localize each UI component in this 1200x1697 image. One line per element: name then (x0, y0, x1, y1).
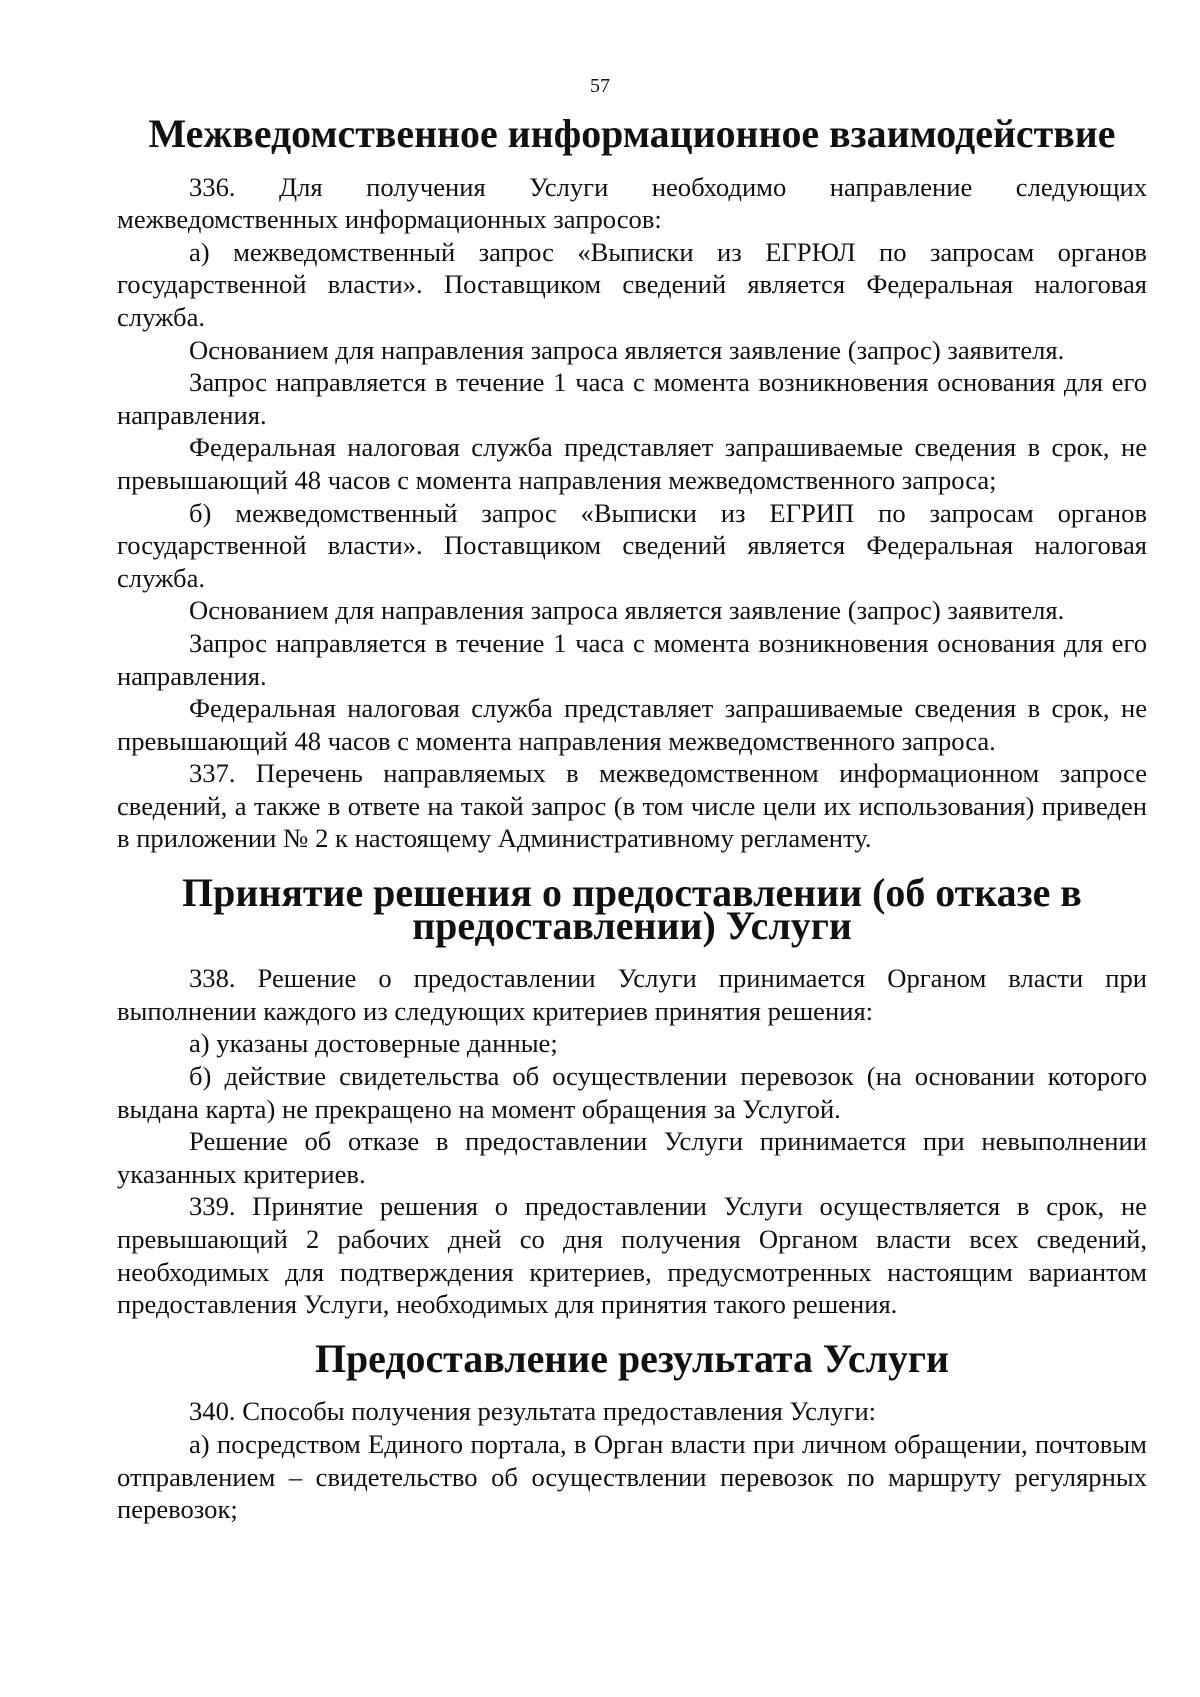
section-heading: Межведомственное информационное взаимодействие (148, 111, 1116, 156)
paragraph: Запрос направляется в течение 1 часа с момента возникновения основания для его направления. (117, 627, 1147, 691)
document-body (117, 111, 1147, 1526)
paragraph: 338. Решение о предоставлении Услуги принимается Органом власти при выполнении каждого из следующих критериев принятия решения: (117, 963, 1147, 1026)
paragraph: Основанием для направления запроса является заявление (запрос) заявителя. (189, 595, 1065, 626)
section-decision (117, 870, 1147, 1321)
paragraph: 336. Для получения Услуги необходимо направление следующих межведомственных информационных запросов: (117, 171, 1147, 235)
paragraph: а) указаны достоверные данные; (189, 1028, 558, 1059)
section-interagency-interaction (117, 111, 1147, 855)
section-heading: Предоставление результата Услуги (314, 1335, 950, 1381)
paragraph: б) межведомственный запрос «Выписки из ЕГРИП по запросам органов государственной власти». Поставщиком сведений является Федеральная налоговая служба. (117, 497, 1147, 593)
paragraph: Запрос направляется в течение 1 часа с момента возникновения основания для его направления. (117, 367, 1147, 430)
paragraph: Основанием для направления запроса является заявление (запрос) заявителя. (189, 334, 1065, 365)
paragraph: а) посредством Единого портала, в Орган власти при личном обращении, почтовым отправлением – свидетельство об осуществлении перевозок по маршруту регулярных перевозок; (117, 1428, 1147, 1525)
paragraph: 340. Способы получения результата предоставления Услуги: (189, 1396, 877, 1427)
paragraph: 337. Перечень направляемых в межведомственном информационном запросе сведений, а также в ответе на такой запрос (в том числе цели их использования) приведен в приложении № 2 к настоящему Административному регламенту. (117, 758, 1147, 854)
paragraph: Федеральная налоговая служба представляет запрашиваемые сведения в срок, не превышающий 48 часов с момента направления межведомственного запроса; (117, 432, 1147, 495)
section-heading: Принятие решения о предоставлении (об отказе в предоставлении) Услуги (182, 870, 1082, 948)
paragraph: 339. Принятие решения о предоставлении Услуги осуществляется в срок, не превышающий 2 рабочих дней со дня получения Органом власти всех сведений, необходимых для подтверждения критериев, предусмотренных настоящим вариантом предоставления Услуги, необходимых для принятия такого решения. (117, 1191, 1147, 1320)
page-number: 57 (590, 75, 610, 97)
section-result-delivery (117, 1335, 1147, 1526)
paragraph: Федеральная налоговая служба представляет запрашиваемые сведения в срок, не превышающий 48 часов с момента направления межведомственного запроса. (117, 693, 1147, 756)
paragraph: а) межведомственный запрос «Выписки из ЕГРЮЛ по запросам органов государственной власти». Поставщиком сведений является Федеральная налоговая служба. (117, 236, 1147, 332)
paragraph: Решение об отказе в предоставлении Услуги принимается при невыполнении указанных критериев. (117, 1126, 1147, 1189)
paragraph: б) действие свидетельства об осуществлении перевозок (на основании которого выдана карта) не прекращено на момент обращения за Услугой. (117, 1061, 1147, 1124)
